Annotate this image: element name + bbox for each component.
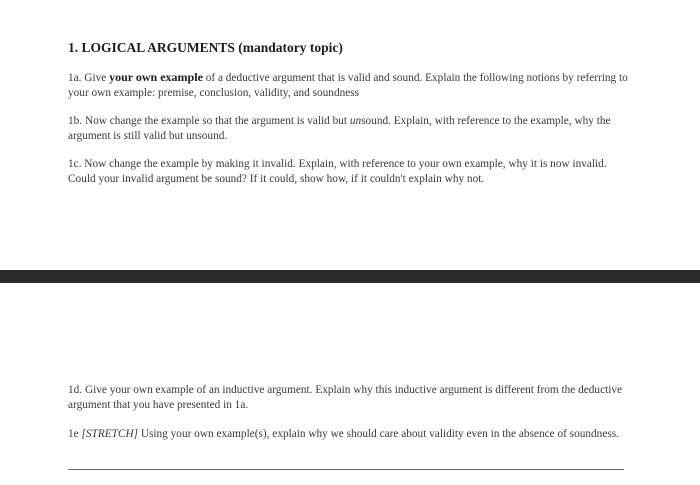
question-1e-prefix: 1e bbox=[68, 428, 82, 440]
question-1e-suffix: Using your own example(s), explain why we should care about validity even in the absence of soundness. bbox=[138, 428, 619, 440]
question-1b-suffix: sound. Explain, with reference to the example, why the argument is still valid but unsound. bbox=[68, 115, 611, 142]
question-1b bbox=[68, 114, 628, 144]
question-1a bbox=[68, 70, 628, 101]
section-title: LOGICAL ARGUMENTS bbox=[81, 40, 235, 55]
question-1a-emphasis: your own example bbox=[109, 70, 203, 84]
question-1e-emphasis: [STRETCH] bbox=[81, 428, 139, 440]
question-1e bbox=[68, 427, 628, 442]
document-page-bottom bbox=[0, 283, 700, 485]
section-number: 1. bbox=[68, 40, 79, 55]
answer-rule-line bbox=[68, 469, 624, 470]
question-1b-prefix: 1b. Now change the example so that the argument is valid but bbox=[68, 115, 350, 127]
section-subtitle: (mandatory topic) bbox=[238, 40, 343, 55]
question-1a-suffix: of a deductive argument that is valid and sound. Explain the following notions by referring to your own example: premise, conclusion, validity, and soundness bbox=[68, 72, 628, 99]
question-1c: 1c. Now change the example by making it invalid. Explain, with reference to your own example, why it is now invalid. Could your invalid argument be sound? If it could, show how, if it couldn't explain why not. bbox=[68, 158, 607, 185]
question-1a-prefix: 1a. Give bbox=[68, 72, 110, 84]
section-heading bbox=[68, 40, 343, 56]
question-1b-emphasis: un bbox=[349, 115, 362, 127]
question-1d: 1d. Give your own example of an inductive argument. Explain why this inductive argument is different from the deductive argument that you have presented in 1a. bbox=[68, 384, 623, 411]
page-divider bbox=[0, 270, 700, 283]
